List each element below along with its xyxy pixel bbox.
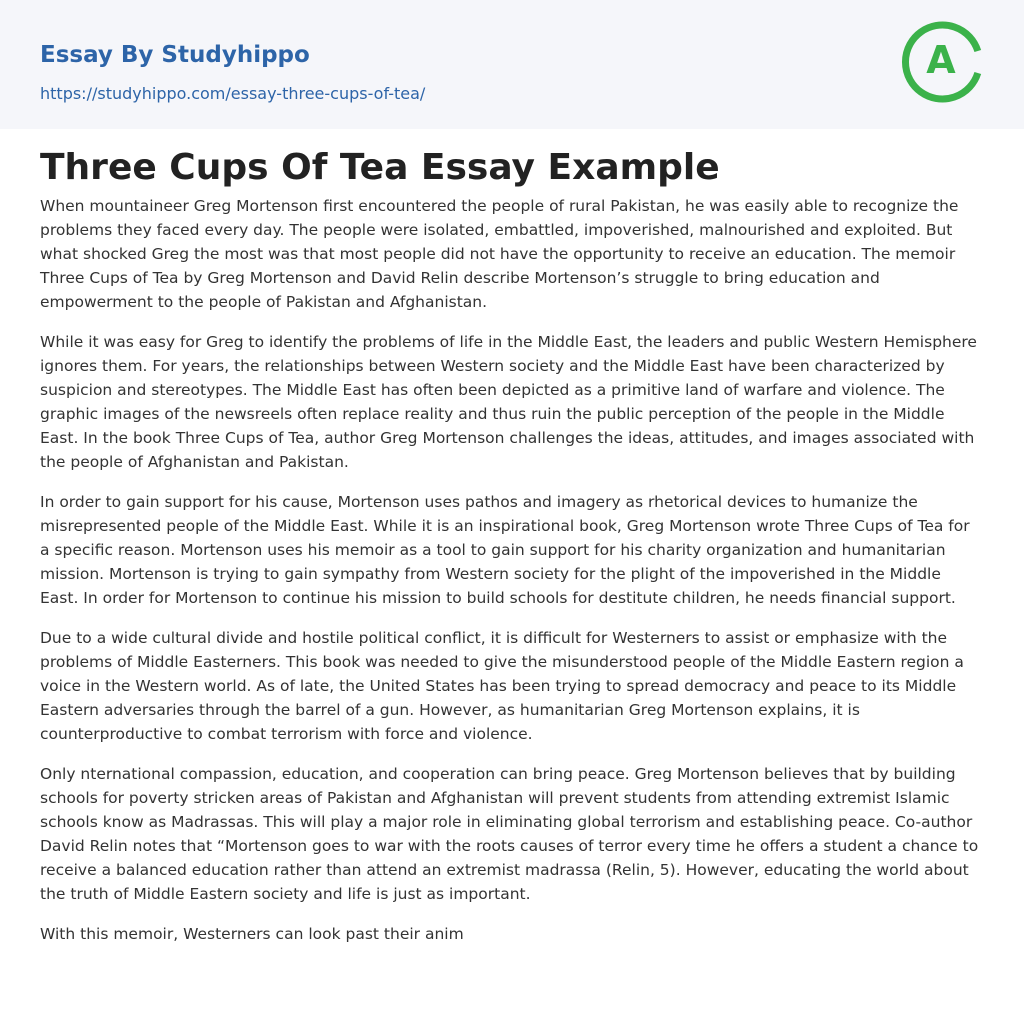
page-title: Three Cups Of Tea Essay Example [40,147,720,188]
site-header [0,0,1024,129]
site-brand[interactable]: Essay By Studyhippo [40,42,310,68]
essay-paragraph-3: In order to gain support for his cause, Mortenson uses pathos and imagery as rhetorical devices to humanize the misrepresented people of the Middle East. While it is an inspirational book, Greg Mortenson wrote Three Cups of Tea for a specific reason. Mortenson uses his memoir as a tool to gain support for his charity organization and humanitarian mission. Mortenson is trying to gain sympathy from Western society for the plight of the impoverished in the Middle East. In order for Mortenson to continue his mission to build schools for destitute children, he needs financial support. [40,493,970,607]
essay-paragraph-4: Due to a wide cultural divide and hostile political conflict, it is difficult for Westerners to assist or emphasize with the problems of Middle Easterners. This book was needed to give the misunderstood people of the Middle Eastern region a voice in the Western world. As of late, the United States has been trying to spread democracy and peace to its Middle Eastern adversaries through the barrel of a gun. However, as humanitarian Greg Mortenson explains, it is counterproductive to combat terrorism with force and violence. [40,629,964,743]
essay-body [40,194,984,962]
essay-paragraph-2: While it was easy for Greg to identify the problems of life in the Middle East, the leaders and public Western Hemisphere ignores them. For years, the relationships between Western society and the Middle East have been characterized by suspicion and stereotypes. The Middle East has often been depicted as a primitive land of warfare and violence. The graphic images of the newsreels often replace reality and thus ruin the public perception of the people in the Middle East. In the book Three Cups of Tea, author Greg Mortenson challenges the ideas, attitudes, and images associated with the people of Afghanistan and Pakistan. [40,333,977,471]
essay-paragraph-5: Only nternational compassion, education, and cooperation can bring peace. Greg Mortenson believes that by building schools for poverty stricken areas of Pakistan and Afghanistan will prevent students from attending extremist Islamic schools know as Madrassas. This will play a major role in eliminating global terrorism and establishing peace. Co-author David Relin notes that “Mortenson goes to war with the roots causes of terror every time he offers a student a chance to receive a balanced education rather than attend an extremist madrassa (Relin, 5). However, educating the world about the truth of Middle Eastern society and life is just as important. [40,765,979,903]
source-url-link[interactable]: https://studyhippo.com/essay-three-cups-of-tea/ [40,84,426,103]
logo-letter: A [926,38,956,82]
logo-ring [900,18,988,106]
essay-paragraph-6: With this memoir, Westerners can look past their anim [40,925,464,943]
studyhippo-logo-icon[interactable] [900,18,988,106]
essay-paragraph-1: When mountaineer Greg Mortenson first encountered the people of rural Pakistan, he was easily able to recognize the problems they faced every day. The people were isolated, embattled, impoverished, malnourished and exploited. But what shocked Greg the most was that most people did not have the opportunity to receive an education. The memoir Three Cups of Tea by Greg Mortenson and David Relin describe Mortenson’s struggle to bring education and empowerment to the people of Pakistan and Afghanistan. [40,197,959,311]
